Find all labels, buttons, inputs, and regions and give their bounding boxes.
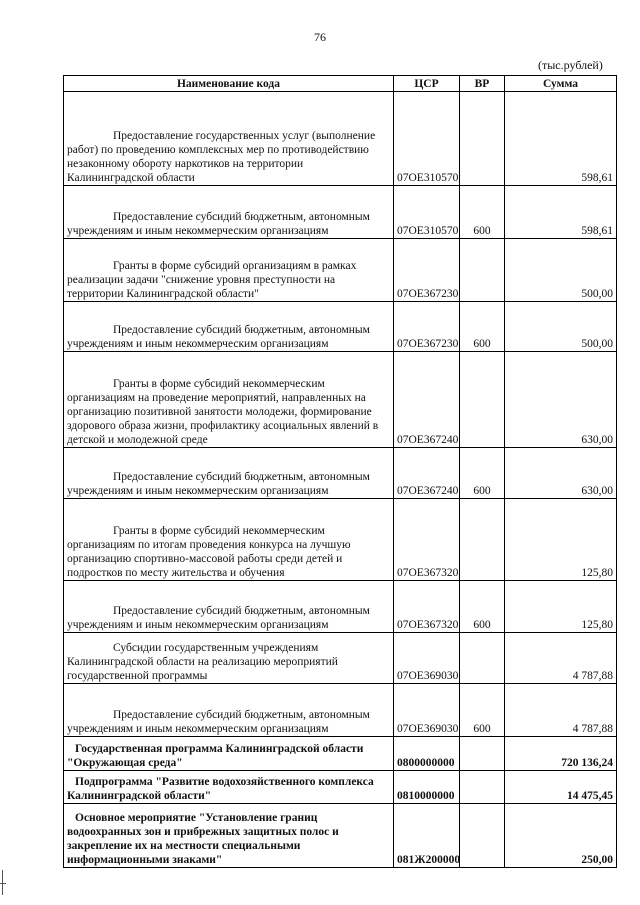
row-name: Основное мероприятие "Установление границ водоохранных зон и прибрежных защитных полос и закрепление их на местности специальными информационными знаками" xyxy=(64,804,394,868)
table-row xyxy=(64,684,617,737)
row-name: Предоставление государственных услуг (выполнение работ) по проведению комплексных мер по противодействию незаконному обороту наркотиков на территории Калининградской области xyxy=(64,92,394,186)
row-sum: 630,00 xyxy=(505,352,617,448)
row-csr: 0810000000 xyxy=(394,771,460,804)
table-row xyxy=(64,186,617,239)
row-name: Государственная программа Калининградской области "Окружающая среда" xyxy=(64,737,394,771)
row-vr: 600 xyxy=(460,448,505,499)
row-sum: 125,80 xyxy=(505,581,617,633)
units-label: (тыс.рублей) xyxy=(538,58,603,72)
page-number: 76 xyxy=(314,30,326,44)
row-vr: 600 xyxy=(460,581,505,633)
row-name: Предоставление субсидий бюджетным, автономным учреждениям и иным некоммерческим организациям xyxy=(64,448,394,499)
row-csr: 081Ж200000 xyxy=(394,804,460,868)
table-header-row xyxy=(64,76,617,92)
table-row xyxy=(64,771,617,804)
table-row xyxy=(64,352,617,448)
row-csr: 07ОЕ367230 xyxy=(394,239,460,302)
row-name: Подпрограмма "Развитие водохозяйственного комплекса Калининградской области" xyxy=(64,771,394,804)
row-name: Предоставление субсидий бюджетным, автономным учреждениям и иным некоммерческим организациям xyxy=(64,684,394,737)
table-row xyxy=(64,737,617,771)
header-sum: Сумма xyxy=(505,76,617,92)
row-vr xyxy=(460,499,505,581)
row-sum: 598,61 xyxy=(505,92,617,186)
table-row xyxy=(64,92,617,186)
row-vr: 600 xyxy=(460,684,505,737)
row-sum: 14 475,45 xyxy=(505,771,617,804)
row-csr: 07ОЕ369030 xyxy=(394,684,460,737)
row-sum: 598,61 xyxy=(505,186,617,239)
row-vr xyxy=(460,92,505,186)
row-vr xyxy=(460,771,505,804)
table-row xyxy=(64,239,617,302)
table-row xyxy=(64,448,617,499)
budget-table xyxy=(63,75,617,868)
row-csr: 07ОЕ369030 xyxy=(394,633,460,684)
row-sum: 500,00 xyxy=(505,239,617,302)
row-name: Гранты в форме субсидий некоммерческим организациям по итогам проведения конкурса на лучшую организацию спортивно-массовой работы среди детей и подростков по месту жительства и обучения xyxy=(64,499,394,581)
row-name: Предоставление субсидий бюджетным, автономным учреждениям и иным некоммерческим организациям xyxy=(64,302,394,352)
row-sum: 250,00 xyxy=(505,804,617,868)
row-name: Гранты в форме субсидий организациям в рамках реализации задачи "снижение уровня преступности на территории Калининградской области" xyxy=(64,239,394,302)
row-csr: 07ОЕ367240 xyxy=(394,352,460,448)
row-vr xyxy=(460,737,505,771)
row-vr xyxy=(460,352,505,448)
row-sum: 125,80 xyxy=(505,499,617,581)
row-name: Предоставление субсидий бюджетным, автономным учреждениям и иным некоммерческим организациям xyxy=(64,581,394,633)
row-csr: 07ОЕ310570 xyxy=(394,186,460,239)
row-csr: 0800000000 xyxy=(394,737,460,771)
table-row xyxy=(64,499,617,581)
row-vr xyxy=(460,633,505,684)
row-sum: 720 136,24 xyxy=(505,737,617,771)
row-sum: 4 787,88 xyxy=(505,633,617,684)
table-row xyxy=(64,633,617,684)
row-csr: 07ОЕ367320 xyxy=(394,499,460,581)
row-csr: 07ОЕ367240 xyxy=(394,448,460,499)
row-name: Субсидии государственным учреждениям Калининградской области на реализацию мероприятий государственной программы xyxy=(64,633,394,684)
table-row xyxy=(64,302,617,352)
scan-margin-tick xyxy=(0,883,6,884)
header-name: Наименование кода xyxy=(64,76,394,92)
row-vr: 600 xyxy=(460,186,505,239)
header-vr: ВР xyxy=(460,76,505,92)
table-row xyxy=(64,581,617,633)
row-csr: 07ОЕ367320 xyxy=(394,581,460,633)
row-name: Предоставление субсидий бюджетным, автономным учреждениям и иным некоммерческим организациям xyxy=(64,186,394,239)
header-csr: ЦСР xyxy=(394,76,460,92)
row-csr: 07ОЕ367230 xyxy=(394,302,460,352)
table-row xyxy=(64,804,617,868)
row-sum: 630,00 xyxy=(505,448,617,499)
row-sum: 4 787,88 xyxy=(505,684,617,737)
row-vr: 600 xyxy=(460,302,505,352)
row-name: Гранты в форме субсидий некоммерческим организациям на проведение мероприятий, направленных на организацию позитивной занятости молодежи, формирование здорового образа жизни, профилактику асоциальных явлений в детской и молодежной среде xyxy=(64,352,394,448)
row-sum: 500,00 xyxy=(505,302,617,352)
row-vr xyxy=(460,239,505,302)
row-csr: 07ОЕ310570 xyxy=(394,92,460,186)
row-vr xyxy=(460,804,505,868)
